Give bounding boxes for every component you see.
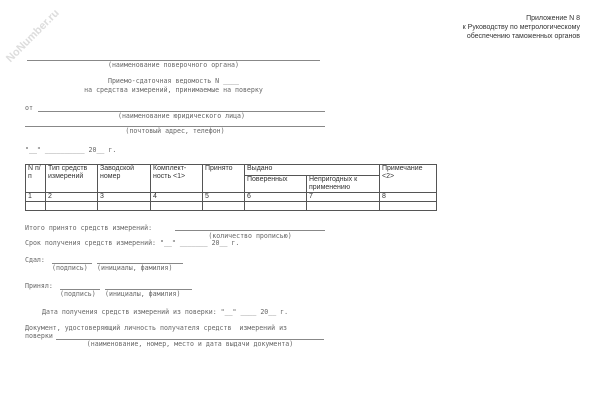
col-header: Комплект- ность <1> — [151, 165, 203, 193]
header-line: обеспечению таможенных органов — [466, 33, 580, 40]
name-caption: (инициалы, фамилия) — [97, 264, 173, 272]
sub-header: Поверенных — [245, 176, 307, 193]
col-number: 6 — [245, 193, 307, 202]
doc-caption: (наименование, номер, место и дата выдачи документа) — [86, 340, 294, 348]
date-line: "__" __________ 20__ г. — [25, 146, 117, 154]
col-header: N п/п — [26, 165, 46, 193]
col-header: Примечание <2> — [380, 165, 437, 193]
doc-line-2: поверки — [25, 332, 53, 340]
total-caption: (количество прописью) — [208, 232, 292, 240]
col-number: 3 — [98, 193, 151, 202]
org-caption: (наименование поверочного органа) — [107, 61, 239, 69]
appendix-header — [463, 14, 580, 41]
name-caption: (инициалы, фамилия) — [105, 290, 181, 298]
col-header: Выдано — [245, 165, 380, 176]
col-number: 1 — [26, 193, 46, 202]
sub-header: Непригодных к применению — [307, 176, 380, 193]
doc-line-1: Документ, удостоверяющий личность получателя средств измерений из — [25, 324, 288, 332]
term-line: Срок получения средств измерений: "__" _______ 20__ г. — [25, 239, 240, 247]
accepted-label: Принял: — [25, 282, 53, 290]
col-number: 4 — [151, 193, 203, 202]
watermark: NoNumber.ru — [3, 7, 62, 65]
col-header: Заводской номер — [98, 165, 151, 193]
col-number: 5 — [203, 193, 245, 202]
col-number: 7 — [307, 193, 380, 202]
total-line — [175, 230, 325, 231]
header-line: Приложение N 8 — [526, 15, 580, 22]
signature-caption: (подпись) — [52, 264, 88, 272]
total-label: Итого принято средств измерений: — [25, 224, 153, 232]
col-number: 8 — [380, 193, 437, 202]
col-header: Тип средств измерений — [46, 165, 98, 193]
col-number: 2 — [46, 193, 98, 202]
signature-caption: (подпись) — [60, 290, 96, 298]
legal-caption: (наименование юридического лица) — [117, 112, 246, 120]
doc-subtitle: на средства измерений, принимаемые на поверку — [84, 86, 263, 94]
header-line: к Руководству по метрологическому — [462, 24, 580, 31]
items-table — [25, 164, 437, 211]
doc-title: Приемо-сдаточная ведомость N ____ — [107, 77, 239, 85]
return-date-line: Дата получения средств измерений из поверки: "__" ____ 20__ г. — [42, 308, 289, 316]
table-row — [26, 202, 437, 211]
col-header: Принято — [203, 165, 245, 193]
from-label: от — [25, 104, 33, 112]
address-caption: (почтовый адрес, телефон) — [125, 127, 225, 135]
handed-label: Сдал: — [25, 256, 45, 264]
